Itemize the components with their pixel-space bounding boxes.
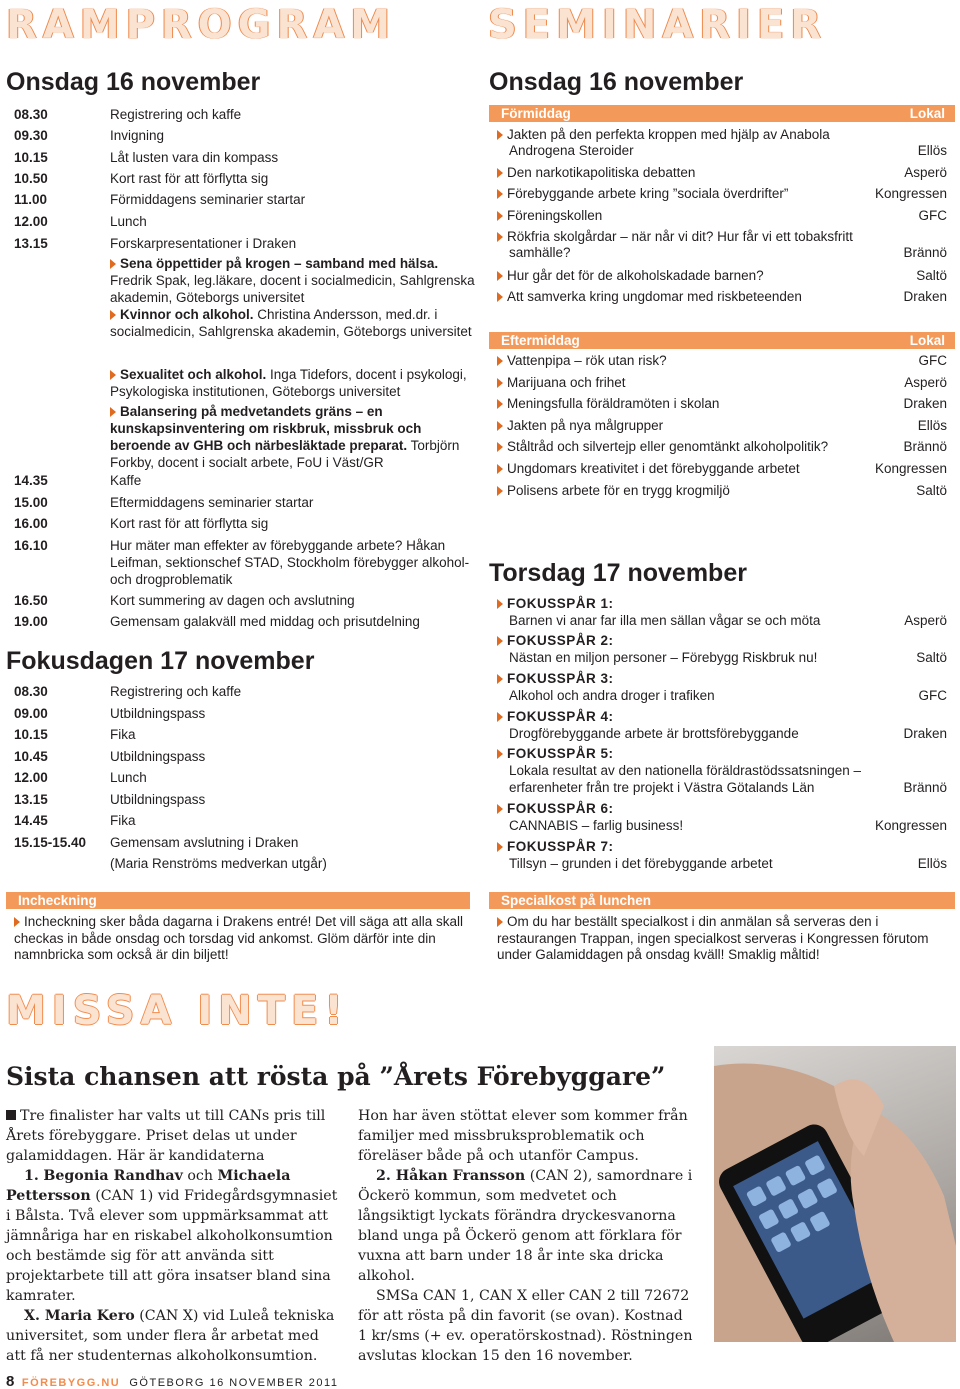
bullet-icon <box>497 421 503 431</box>
seminar-row <box>497 165 947 181</box>
talk-title: Sexualitet och alkohol. <box>120 367 267 382</box>
seminar-row <box>497 396 947 412</box>
fokus-location: GFC <box>918 688 947 703</box>
fokus-track <box>497 632 947 666</box>
bullet-icon <box>497 378 503 388</box>
schedule-item: Kaffe <box>110 473 142 488</box>
schedule-time: 15.15-15.40 <box>14 835 87 850</box>
seminar-row <box>497 375 947 391</box>
seminar-location: Asperö <box>904 375 947 390</box>
seminar-location: Draken <box>903 396 947 411</box>
bullet-icon <box>497 464 503 474</box>
schedule-time: 08.30 <box>14 107 48 122</box>
bullet-icon <box>497 130 503 140</box>
seminar-location: Kongressen <box>874 186 947 201</box>
seminar-row <box>497 461 947 477</box>
seminar-title: Ungdomars kreativitet i det förebyggande arbetet <box>507 461 800 476</box>
bullet-icon <box>497 189 503 199</box>
bullet-icon <box>497 232 503 242</box>
fokus-location: Draken <box>903 726 947 741</box>
phone-illustration <box>714 1046 956 1342</box>
fokus-location: Asperö <box>904 613 947 628</box>
schedule-item: Registrering och kaffe <box>110 684 242 699</box>
schedule-item: Invigning <box>110 128 165 143</box>
seminar-title: Förebyggande arbete kring ”sociala överdrifter” <box>507 186 789 201</box>
schedule-item: Gemensam galakväll med middag och prisutdelning <box>110 614 420 629</box>
fokus-track <box>497 708 947 742</box>
schedule-item: Förmiddagens seminarier startar <box>110 192 306 207</box>
fokus-label: FOKUSSPÅR 6: <box>507 801 614 816</box>
vote-column-2: Hon har även stöttat elever som kommer från familjer med missbruksproblematik och föreläser både på och utanför Campus. 2. Håkan Fransson (CAN 2), samordnare i Öckerö kommun, som medvetet och långsiktigt lyckats förändra dryckesvanorna bland unga på Öckerö genom att förklara för vuxna att barn under 18 år inte ska dricka alkohol. SMSa CAN 1, CAN X eller CAN 2 till 72672 för att rösta på din favorit (se ovan). Kostnad 1 kr/sms (+ ev. operatörskostnad). Röstningen avslutas klockan 15 den 16 november. <box>358 1108 693 1364</box>
special-text: Om du har beställt specialkost i din anmälan så serveras den i restaurangen Trappan, ingen specialkost serveras i Kongressen förutom under Galamiddagen på onsdag kväll! Smaklig måltid! <box>497 914 929 962</box>
seminar-title: Att samverka kring ungdomar med riskbeteenden <box>507 289 802 304</box>
schedule-time: 09.30 <box>14 128 48 143</box>
seminar-location: Asperö <box>904 165 947 180</box>
schedule-item: Lunch <box>110 770 147 785</box>
seminar-title: Hur går det för de alkoholskadade barnen? <box>507 268 764 283</box>
bullet-icon <box>497 917 503 927</box>
schedule-item: Registrering och kaffe <box>110 107 242 122</box>
fokus-label: FOKUSSPÅR 4: <box>507 709 614 724</box>
seminar-location: Ellös <box>917 418 947 433</box>
schedule-time: 14.35 <box>14 473 48 488</box>
bullet-icon <box>497 842 503 852</box>
seminar-title: Polisens arbete för en trygg krogmiljö <box>507 483 730 498</box>
schedule-time: 09.00 <box>14 706 48 721</box>
fokus-track <box>497 745 947 796</box>
fokus-track <box>497 800 947 834</box>
schedule-item: Låt lusten vara din kompass <box>110 150 279 165</box>
seminar-title: Rökfria skolgårdar – när når vi dit? Hur får vi ett tobaksfritt samhälle? <box>507 229 853 260</box>
fokus-location: Saltö <box>916 650 947 665</box>
seminar-title: Ståltråd och silvertejp eller genomtänkt alkoholpolitik? <box>507 439 829 454</box>
seminar-title: Marijuana och frihet <box>507 375 626 390</box>
seminar-location: Saltö <box>916 483 947 498</box>
seminar-location: Brännö <box>903 245 947 260</box>
bullet-icon <box>497 804 503 814</box>
fokus-title: Barnen vi anar far illa men sällan vågar se och möta <box>509 613 821 628</box>
page-footer: 8 FÖREBYGG.NU GÖTEBORG 16 NOVEMBER 2011 <box>6 1373 339 1389</box>
day2-title: Fokusdagen 17 november <box>6 647 315 675</box>
seminar-row <box>497 208 947 224</box>
checkin-text: Incheckning sker båda dagarna i Drakens entré! Det vill säga att alla skall checkas in både onsdag och torsdag vid ankomst. Glöm därför inte din namnbricka som också är din biljett! <box>14 914 463 962</box>
seminar-title: Jakten på nya målgrupper <box>507 418 664 433</box>
talk-speaker: Torbjörn Forkby, docent i socialt arbete, FoU i Väst/GR <box>110 438 460 470</box>
bullet-icon <box>110 310 116 320</box>
bullet-icon <box>497 442 503 452</box>
schedule-item: Utbildningspass <box>110 749 206 764</box>
fokus-title: CANNABIS – farlig business! <box>509 818 684 833</box>
ramprogram-banner: RAMPROGRAM <box>6 2 397 48</box>
phone-photo <box>714 1046 956 1342</box>
seminarier-banner: SEMINARIER <box>488 2 828 48</box>
seminar-title: Den narkotikapolitiska debatten <box>507 165 696 180</box>
bullet-icon <box>14 917 20 927</box>
schedule-item: Eftermiddagens seminarier startar <box>110 495 314 510</box>
schedule-time: 19.00 <box>14 614 48 629</box>
schedule-time: 13.15 <box>14 792 48 807</box>
bullet-icon <box>497 486 503 496</box>
seminar-row <box>497 229 947 261</box>
bullet-icon <box>497 399 503 409</box>
seminar-location: Saltö <box>916 268 947 283</box>
formiddag-header: Förmiddag Lokal <box>489 105 955 122</box>
schedule-item: Fika <box>110 727 136 742</box>
seminar-row <box>497 268 947 284</box>
seminar-title: Jakten på den perfekta kroppen med hjälp av Anabola Androgena Steroider <box>507 127 830 158</box>
schedule-time: 16.00 <box>14 516 48 531</box>
schedule-time: 12.00 <box>14 214 48 229</box>
seminar-row <box>497 418 947 434</box>
seminar-location: Draken <box>903 289 947 304</box>
schedule-time: 16.50 <box>14 593 48 608</box>
vote-headline: Sista chansen att rösta på ”Årets Förebyggare” <box>6 1062 666 1091</box>
talk-speaker: Christina Andersson, med.dr. i socialmedicin, Sahlgrenska akademin, Göteborgs universitet <box>110 307 472 339</box>
schedule-item: Kort rast för att förflytta sig <box>110 516 269 531</box>
seminar-title: Vattenpipa – rök utan risk? <box>507 353 667 368</box>
talk-title: Kvinnor och alkohol. <box>120 307 254 322</box>
bullet-icon <box>497 599 503 609</box>
fokus-title: Drogförebyggande arbete är brottsförebyggande <box>509 726 799 741</box>
seminar-location: GFC <box>918 208 947 223</box>
schedule-time: 15.00 <box>14 495 48 510</box>
talk-item <box>110 306 475 340</box>
schedule-item: Forskarpresentationer i Draken <box>110 236 297 251</box>
schedule-time: 16.10 <box>14 538 48 553</box>
fokus-location: Ellös <box>917 856 947 871</box>
schedule-item: Gemensam avslutning i Draken <box>110 835 299 850</box>
seminar-location: Kongressen <box>874 461 947 476</box>
seminar-title: Meningsfulla föräldramöten i skolan <box>507 396 720 411</box>
day1-title: Onsdag 16 november <box>6 68 261 96</box>
bullet-icon <box>497 271 503 281</box>
talk-speaker: Fredrik Spak, leg.läkare, docent i socialmedicin, Sahlgrenska akademin, Göteborgs universitet <box>110 273 475 305</box>
checkin-header: Incheckning <box>6 892 470 909</box>
schedule-item: Lunch <box>110 214 147 229</box>
fokus-label: FOKUSSPÅR 5: <box>507 746 614 761</box>
bullet-icon <box>497 749 503 759</box>
fokus-track <box>497 670 947 704</box>
schedule-time: 12.00 <box>14 770 48 785</box>
schedule-item: Kort summering av dagen och avslutning <box>110 593 355 608</box>
fokus-title: Lokala resultat av den nationella föräldrastödssatsningen – erfarenheter från tre projekt i Västra Götalands Län <box>509 763 861 795</box>
bullet-icon <box>497 211 503 221</box>
bullet-icon <box>110 407 116 417</box>
schedule-time: 10.15 <box>14 150 48 165</box>
fokus-title: Alkohol och andra droger i trafiken <box>509 688 715 703</box>
fokus-title: Tillsyn – grunden i det förebyggande arbetet <box>509 856 773 871</box>
bullet-icon <box>497 168 503 178</box>
seminar-day1-title: Onsdag 16 november <box>489 68 744 96</box>
bullet-icon <box>110 370 116 380</box>
fokus-label: FOKUSSPÅR 1: <box>507 596 614 611</box>
fokus-track <box>497 595 947 629</box>
talk-item <box>110 403 475 471</box>
seminar-day2-title: Torsdag 17 november <box>489 559 747 587</box>
seminar-location: Ellös <box>917 143 947 158</box>
bullet-icon <box>497 356 503 366</box>
eftermiddag-header: Eftermiddag Lokal <box>489 332 955 349</box>
fokus-label: FOKUSSPÅR 3: <box>507 671 614 686</box>
seminar-location: Brännö <box>903 439 947 454</box>
seminar-row <box>497 483 947 499</box>
schedule-item: Fika <box>110 813 136 828</box>
schedule-item: Utbildningspass <box>110 706 206 721</box>
special-header: Specialkost på lunchen <box>489 892 955 909</box>
schedule-item: Hur mäter man effekter av förebyggande arbete? Håkan Leifman, sektionschef STAD, Stockholm förebygger alkohol- och drogproblematik <box>110 538 470 587</box>
bullet-icon <box>497 674 503 684</box>
seminar-row <box>497 289 947 305</box>
schedule-time: 11.00 <box>14 192 48 207</box>
schedule-time: 10.50 <box>14 171 48 186</box>
bullet-icon <box>110 259 116 269</box>
schedule-time: 08.30 <box>14 684 48 699</box>
talk-item <box>110 366 475 400</box>
missa-inte-banner: MISSA INTE! <box>6 988 349 1034</box>
schedule-time: 14.45 <box>14 813 48 828</box>
fokus-label: FOKUSSPÅR 2: <box>507 633 614 648</box>
fokus-title: Nästan en miljon personer – Förebygg Riskbruk nu! <box>509 650 818 665</box>
schedule-time: 13.15 <box>14 236 48 251</box>
seminar-location: GFC <box>918 353 947 368</box>
bullet-icon <box>497 292 503 302</box>
talk-title: Balansering på medvetandets gräns – en kunskapsinventering om riskbruk, missbruk och beroende av GHB och närbesläktade preparat. <box>110 404 422 453</box>
schedule-item: (Maria Renströms medverkan utgår) <box>110 856 327 871</box>
fokus-label: FOKUSSPÅR 7: <box>507 839 614 854</box>
seminar-row <box>497 439 947 455</box>
bullet-icon <box>497 636 503 646</box>
schedule-item: Kort rast för att förflytta sig <box>110 171 269 186</box>
vote-column-1: Tre finalister har valts ut till CANs pris till Årets förebyggare. Priset delas ut under galamiddagen. Här är kandidaterna 1. Begonia Randhav och Michaela Pettersson (CAN 1) vid Fridegårdsgymnasiet i Bålsta. Två elever som uppmärksammat att jämnåriga har en riskabel alkoholkonsumtion och bestämde sig för att använda sitt projektarbete till att göra insatser bland sina kamrater. X. Maria Kero (CAN X) vid Luleå tekniska universitet, som under flera år arbetat med att få ner studenternas alkoholkonsumtion. <box>6 1108 338 1364</box>
schedule-item: Utbildningspass <box>110 792 206 807</box>
bullet-icon <box>497 712 503 722</box>
talk-item <box>110 255 475 306</box>
fokus-location: Kongressen <box>874 818 947 833</box>
talk-title: Sena öppettider på krogen – samband med hälsa. <box>120 256 439 271</box>
schedule-time: 10.45 <box>14 749 48 764</box>
fokus-location: Brännö <box>903 780 947 795</box>
seminar-title: Föreningskollen <box>507 208 603 223</box>
talk-speaker: Inga Tidefors, docent i psykologi, Psykologiska institutionen, Göteborgs universitet <box>110 367 467 399</box>
fokus-track <box>497 838 947 872</box>
square-bullet-icon <box>6 1110 16 1120</box>
schedule-time: 10.15 <box>14 727 48 742</box>
seminar-row <box>497 186 947 202</box>
seminar-row <box>497 353 947 369</box>
seminar-row <box>497 127 947 159</box>
